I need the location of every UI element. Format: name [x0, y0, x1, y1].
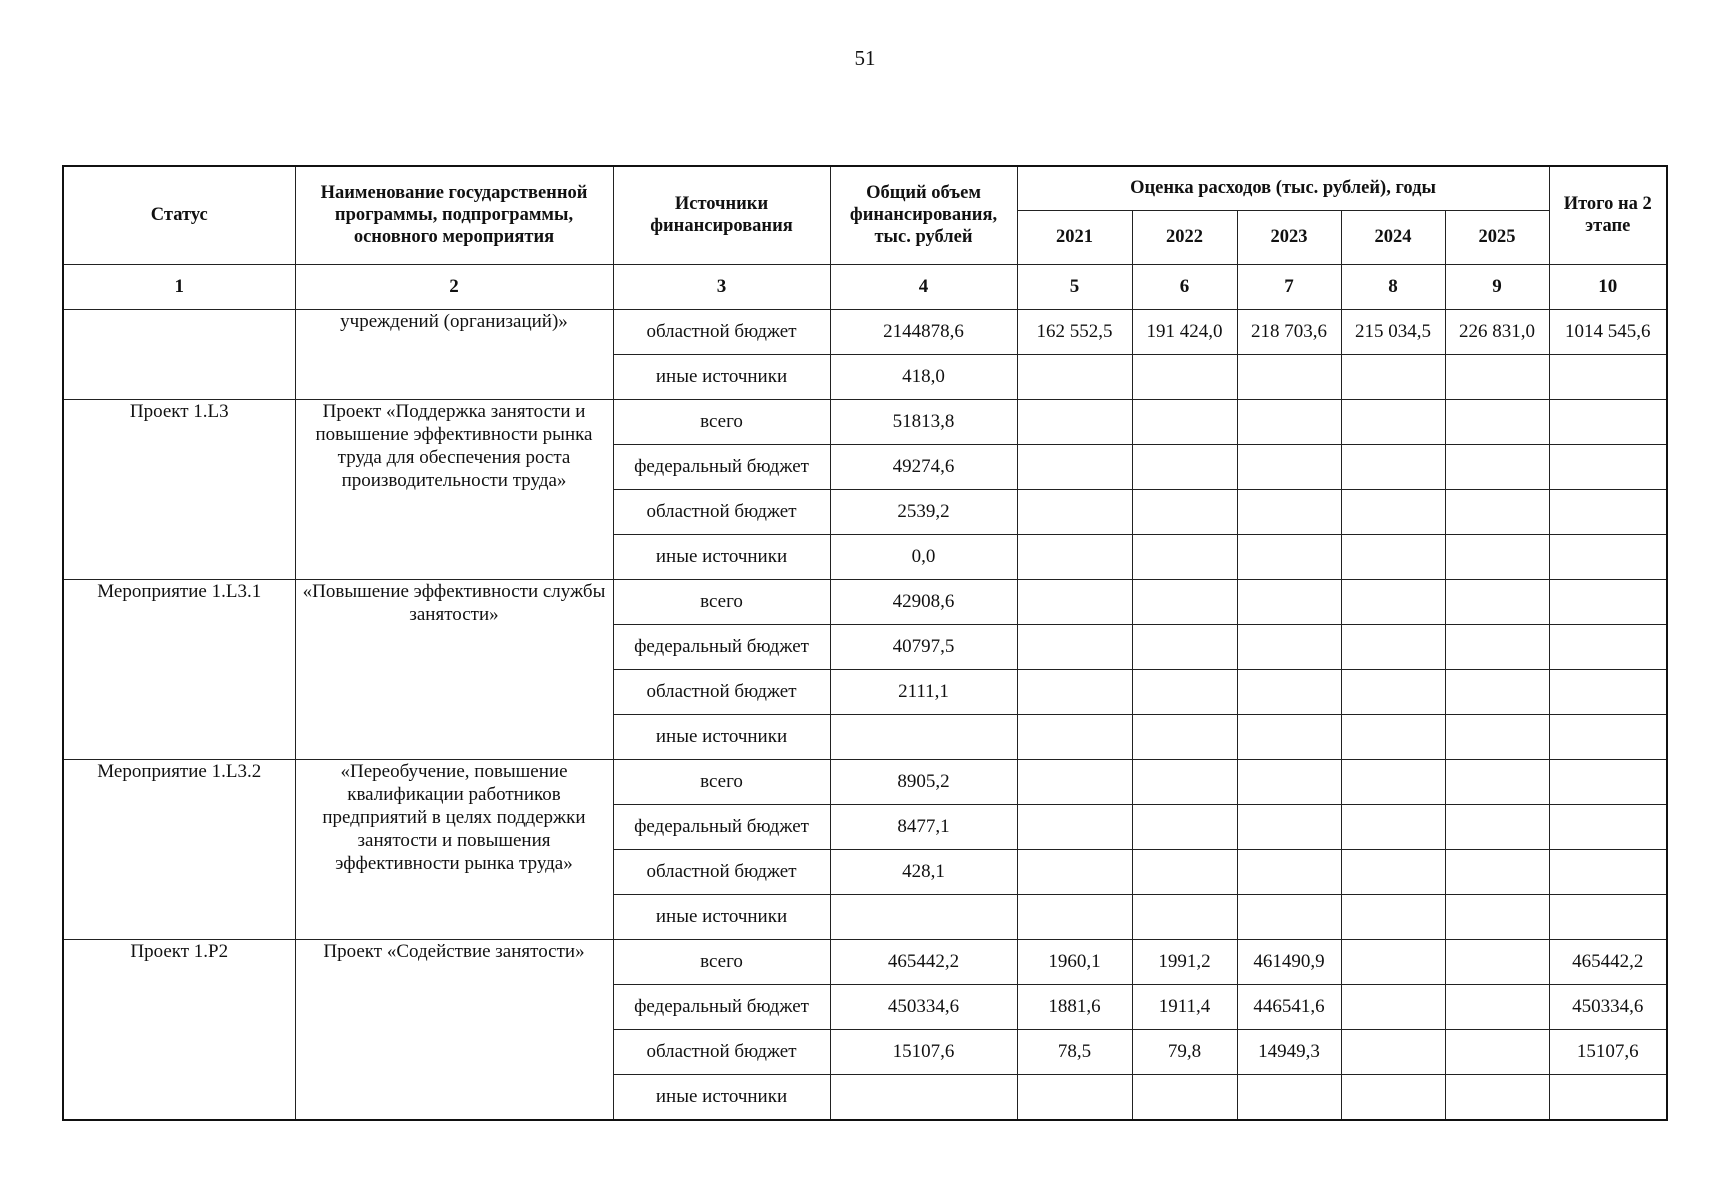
year-2022-cell	[1132, 1074, 1237, 1120]
year-2024-cell	[1341, 579, 1445, 624]
year-2021-cell	[1017, 444, 1132, 489]
year-2024-cell	[1341, 849, 1445, 894]
source-cell: иные источники	[613, 354, 830, 399]
stage-total-cell: 15107,6	[1549, 1029, 1667, 1074]
year-2021-cell	[1017, 1074, 1132, 1120]
year-2025-cell	[1445, 714, 1549, 759]
year-2023-cell	[1237, 759, 1341, 804]
stage-total-cell	[1549, 759, 1667, 804]
column-number: 9	[1445, 264, 1549, 309]
source-cell: федеральный бюджет	[613, 984, 830, 1029]
stage-total-cell	[1549, 1074, 1667, 1120]
year-2022-cell: 79,8	[1132, 1029, 1237, 1074]
source-cell: федеральный бюджет	[613, 624, 830, 669]
stage-total-cell	[1549, 624, 1667, 669]
stage-total-cell	[1549, 669, 1667, 714]
table-row	[63, 579, 1667, 624]
year-2025-cell	[1445, 534, 1549, 579]
source-cell: иные источники	[613, 534, 830, 579]
year-2025-cell	[1445, 624, 1549, 669]
source-cell: иные источники	[613, 894, 830, 939]
year-2021-cell	[1017, 669, 1132, 714]
year-2025-cell	[1445, 354, 1549, 399]
header-year: 2023	[1237, 210, 1341, 264]
stage-total-cell	[1549, 894, 1667, 939]
total-cell: 49274,6	[830, 444, 1017, 489]
source-cell: всего	[613, 759, 830, 804]
name-cell: «Переобучение, повышение квалификации работников предприятий в целях поддержки занятости и повышения эффективности рынка труда»	[295, 759, 613, 939]
year-2022-cell	[1132, 489, 1237, 534]
year-2025-cell	[1445, 579, 1549, 624]
source-cell: федеральный бюджет	[613, 804, 830, 849]
year-2022-cell	[1132, 714, 1237, 759]
year-2024-cell	[1341, 1074, 1445, 1120]
year-2024-cell	[1341, 804, 1445, 849]
total-cell: 418,0	[830, 354, 1017, 399]
status-cell: Проект 1.P2	[63, 939, 295, 1120]
year-2025-cell	[1445, 939, 1549, 984]
total-cell: 2111,1	[830, 669, 1017, 714]
stage-total-cell	[1549, 399, 1667, 444]
year-2023-cell	[1237, 714, 1341, 759]
year-2025-cell	[1445, 849, 1549, 894]
year-2022-cell	[1132, 669, 1237, 714]
year-2023-cell	[1237, 354, 1341, 399]
table-body	[63, 309, 1667, 1120]
column-number: 3	[613, 264, 830, 309]
year-2022-cell	[1132, 354, 1237, 399]
year-2023-cell: 14949,3	[1237, 1029, 1341, 1074]
year-2021-cell	[1017, 849, 1132, 894]
year-2025-cell	[1445, 1029, 1549, 1074]
year-2024-cell	[1341, 489, 1445, 534]
year-2022-cell	[1132, 894, 1237, 939]
total-cell	[830, 1074, 1017, 1120]
stage-total-cell	[1549, 354, 1667, 399]
year-2021-cell	[1017, 714, 1132, 759]
page-number: 51	[854, 46, 876, 70]
column-number: 10	[1549, 264, 1667, 309]
name-cell: Проект «Содействие занятости»	[295, 939, 613, 1120]
stage-total-cell	[1549, 579, 1667, 624]
source-cell: областной бюджет	[613, 489, 830, 534]
total-cell: 0,0	[830, 534, 1017, 579]
year-2023-cell	[1237, 804, 1341, 849]
header-year: 2025	[1445, 210, 1549, 264]
year-2023-cell	[1237, 669, 1341, 714]
source-cell: всего	[613, 579, 830, 624]
header-year: 2022	[1132, 210, 1237, 264]
year-2021-cell	[1017, 804, 1132, 849]
column-number: 2	[295, 264, 613, 309]
year-2024-cell	[1341, 1029, 1445, 1074]
year-2023-cell: 446541,6	[1237, 984, 1341, 1029]
year-2025-cell	[1445, 399, 1549, 444]
stage-total-cell	[1549, 849, 1667, 894]
header-stage-total: Итого на 2 этапе	[1549, 166, 1667, 264]
year-2023-cell	[1237, 894, 1341, 939]
name-cell: Проект «Поддержка занятости и повышение эффективности рынка труда для обеспечения роста производительности труда»	[295, 399, 613, 579]
total-cell: 8477,1	[830, 804, 1017, 849]
year-2024-cell	[1341, 669, 1445, 714]
column-number: 1	[63, 264, 295, 309]
year-2022-cell: 191 424,0	[1132, 309, 1237, 354]
year-2025-cell	[1445, 444, 1549, 489]
year-2025-cell: 226 831,0	[1445, 309, 1549, 354]
year-2023-cell	[1237, 444, 1341, 489]
status-cell	[63, 309, 295, 399]
total-cell: 428,1	[830, 849, 1017, 894]
table-row	[63, 939, 1667, 984]
header-status: Статус	[63, 166, 295, 264]
year-2023-cell	[1237, 849, 1341, 894]
year-2023-cell: 461490,9	[1237, 939, 1341, 984]
year-2024-cell: 215 034,5	[1341, 309, 1445, 354]
year-2021-cell	[1017, 354, 1132, 399]
year-2021-cell: 78,5	[1017, 1029, 1132, 1074]
source-cell: всего	[613, 939, 830, 984]
year-2025-cell	[1445, 1074, 1549, 1120]
year-2023-cell: 218 703,6	[1237, 309, 1341, 354]
total-cell: 2539,2	[830, 489, 1017, 534]
year-2023-cell	[1237, 534, 1341, 579]
year-2022-cell	[1132, 399, 1237, 444]
stage-total-cell: 465442,2	[1549, 939, 1667, 984]
name-cell: учреждений (организаций)»	[295, 309, 613, 399]
column-number: 6	[1132, 264, 1237, 309]
table-row	[63, 759, 1667, 804]
total-cell: 15107,6	[830, 1029, 1017, 1074]
year-2022-cell	[1132, 579, 1237, 624]
year-2022-cell: 1911,4	[1132, 984, 1237, 1029]
budget-table	[62, 165, 1668, 1121]
header-year: 2024	[1341, 210, 1445, 264]
year-2022-cell	[1132, 444, 1237, 489]
source-cell: областной бюджет	[613, 849, 830, 894]
stage-total-cell	[1549, 714, 1667, 759]
year-2024-cell	[1341, 984, 1445, 1029]
year-2023-cell	[1237, 624, 1341, 669]
header-sources: Источники финансирования	[613, 166, 830, 264]
year-2021-cell	[1017, 894, 1132, 939]
year-2023-cell	[1237, 399, 1341, 444]
column-number: 5	[1017, 264, 1132, 309]
year-2024-cell	[1341, 714, 1445, 759]
source-cell: иные источники	[613, 1074, 830, 1120]
source-cell: иные источники	[613, 714, 830, 759]
stage-total-cell	[1549, 534, 1667, 579]
year-2024-cell	[1341, 399, 1445, 444]
status-cell: Мероприятие 1.L3.2	[63, 759, 295, 939]
year-2025-cell	[1445, 759, 1549, 804]
year-2021-cell	[1017, 399, 1132, 444]
year-2021-cell	[1017, 579, 1132, 624]
year-2024-cell	[1341, 624, 1445, 669]
year-2021-cell	[1017, 759, 1132, 804]
year-2022-cell: 1991,2	[1132, 939, 1237, 984]
header-year: 2021	[1017, 210, 1132, 264]
status-cell: Мероприятие 1.L3.1	[63, 579, 295, 759]
year-2025-cell	[1445, 804, 1549, 849]
status-cell: Проект 1.L3	[63, 399, 295, 579]
stage-total-cell: 1014 545,6	[1549, 309, 1667, 354]
stage-total-cell	[1549, 804, 1667, 849]
total-cell: 2144878,6	[830, 309, 1017, 354]
year-2021-cell: 162 552,5	[1017, 309, 1132, 354]
year-2024-cell	[1341, 759, 1445, 804]
year-2021-cell: 1960,1	[1017, 939, 1132, 984]
year-2024-cell	[1341, 894, 1445, 939]
total-cell	[830, 714, 1017, 759]
year-2025-cell	[1445, 894, 1549, 939]
source-cell: всего	[613, 399, 830, 444]
header-name: Наименование государственной программы, подпрограммы, основного мероприятия	[295, 166, 613, 264]
total-cell: 40797,5	[830, 624, 1017, 669]
year-2024-cell	[1341, 444, 1445, 489]
year-2024-cell	[1341, 939, 1445, 984]
column-number: 8	[1341, 264, 1445, 309]
year-2025-cell	[1445, 489, 1549, 534]
header-total-volume: Общий объем финансирования, тыс. рублей	[830, 166, 1017, 264]
total-cell: 42908,6	[830, 579, 1017, 624]
year-2023-cell	[1237, 1074, 1341, 1120]
year-2022-cell	[1132, 759, 1237, 804]
table-row	[63, 309, 1667, 354]
year-2022-cell	[1132, 804, 1237, 849]
year-2025-cell	[1445, 984, 1549, 1029]
year-2022-cell	[1132, 849, 1237, 894]
year-2022-cell	[1132, 624, 1237, 669]
total-cell: 51813,8	[830, 399, 1017, 444]
column-number: 7	[1237, 264, 1341, 309]
year-2024-cell	[1341, 354, 1445, 399]
year-2023-cell	[1237, 489, 1341, 534]
source-cell: федеральный бюджет	[613, 444, 830, 489]
year-2025-cell	[1445, 669, 1549, 714]
column-number: 4	[830, 264, 1017, 309]
stage-total-cell	[1549, 489, 1667, 534]
year-2021-cell	[1017, 534, 1132, 579]
year-2021-cell	[1017, 489, 1132, 534]
year-2021-cell	[1017, 624, 1132, 669]
stage-total-cell: 450334,6	[1549, 984, 1667, 1029]
total-cell: 450334,6	[830, 984, 1017, 1029]
year-2021-cell: 1881,6	[1017, 984, 1132, 1029]
source-cell: областной бюджет	[613, 1029, 830, 1074]
table-row	[63, 399, 1667, 444]
name-cell: «Повышение эффективности службы занятости»	[295, 579, 613, 759]
year-2022-cell	[1132, 534, 1237, 579]
year-2023-cell	[1237, 579, 1341, 624]
stage-total-cell	[1549, 444, 1667, 489]
total-cell: 465442,2	[830, 939, 1017, 984]
source-cell: областной бюджет	[613, 309, 830, 354]
total-cell: 8905,2	[830, 759, 1017, 804]
header-estimate: Оценка расходов (тыс. рублей), годы	[1017, 166, 1549, 210]
column-number-row	[63, 264, 1667, 309]
total-cell	[830, 894, 1017, 939]
year-2024-cell	[1341, 534, 1445, 579]
source-cell: областной бюджет	[613, 669, 830, 714]
